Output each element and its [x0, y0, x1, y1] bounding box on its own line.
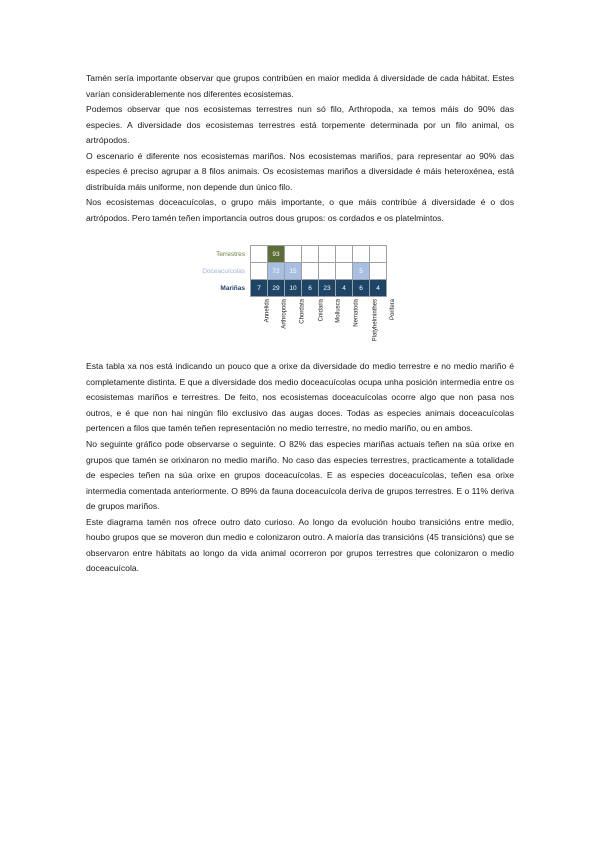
row-label-terrestres: Terrestres — [216, 250, 245, 258]
paragraph-1: Tamén sería importante observar que grupos contribúen en maior medida á diversidade de cada hábitat. Estes varían considerablemente nos diferentes ecosistemas. — [86, 73, 514, 99]
closing-paragraphs — [86, 437, 514, 577]
table-commentary — [86, 359, 514, 437]
paragraph-2: Podemos observar que nos ecosistemas terrestres nun só filo, Arthropoda, xa temos máis do 90% das especies. A diversidade dos ecosistemas terrestres está torpemente determinada por un filo animal, os artrópodos. — [86, 104, 514, 145]
paragraph-3: O escenario é diferente nos ecosistemas mariños. Nos ecosistemas mariños, para representar ao 90% das especies é preciso agrupar a 8 filos animais. Os ecosistemas mariños a diversidade é máis heteroxénea, está distribuída máis uniforme, non depende dun único filo. — [86, 150, 514, 192]
table-cell: 7 — [251, 280, 268, 297]
phylum-labels — [250, 297, 394, 353]
phylum-label-mollusca: Mollusca — [336, 299, 342, 323]
table-cell: 6 — [353, 280, 370, 297]
table-cell — [336, 246, 353, 263]
table-cell: 23 — [319, 280, 336, 297]
table-cell — [370, 246, 387, 263]
table-row-terrestres — [193, 246, 387, 263]
table-cell — [353, 246, 370, 263]
phylum-label-chordata: Chordata — [300, 299, 306, 324]
table-cell — [251, 263, 268, 280]
phylum-label-annelida: Annelida — [264, 299, 270, 323]
paragraph-7: Este diagrama tamén nos ofrece outro dato curioso. Ao longo da evolución houbo transicións entre medio, houbo grupos que se moveron dun medio e colonizaron outro. A maioría das transicións (45 transicións) que se observaron entre hábitats ao longo da vida animal ocorreron por grupos terrestres que colonizaron o medio doceacuícola. — [86, 516, 514, 573]
table-cell: 4 — [336, 280, 353, 297]
table-cell — [251, 246, 268, 263]
table-cell: 15 — [285, 263, 302, 280]
table-cell — [302, 246, 319, 263]
phylum-label-platyhelminthes: Platyhelminthes — [372, 299, 378, 342]
diversity-table — [193, 245, 394, 353]
paragraph-5: Esta tabla xa nos está indicando un pouco que a orixe da diversidade do medio terrestre e no medio mariño é completamente distinta. E que a diversidade dos medio doceacuícolas ocupa unha posición intermedia entre os ecosistemas mariños e terrestres. De feito, nos ecosistemas doceacuícolas ocorre algo que non pasa nos outros, e é que non hai ningún filo exclusivo das augas doces. Todas as especies animais doceacuícolas pertencen a filos que tamén teñen representación no medio terrestre, no medio mariño, ou en ambos. — [86, 361, 514, 433]
table-cell: 4 — [370, 280, 387, 297]
table-cell: 72 — [268, 263, 285, 280]
paragraph-4: Nos ecosistemas doceacuícolas, o grupo máis importante, o que máis contribúe á diversidade é o dos artrópodos. Pero tamén teñen importancia outros dous grupos: os cordados e os platelmintos. — [86, 197, 514, 223]
table-cell — [302, 263, 319, 280]
table-row-marinas — [193, 280, 387, 297]
row-label-doceacuicolas: Doceacuícolas — [202, 267, 245, 275]
table-cell: 93 — [268, 246, 285, 263]
table-cell: 5 — [353, 263, 370, 280]
table-cell — [370, 263, 387, 280]
table-cell — [336, 263, 353, 280]
intro-paragraphs — [86, 71, 514, 226]
table-cell — [285, 246, 302, 263]
table-row-doceacuicolas — [193, 263, 387, 280]
table-cell — [319, 246, 336, 263]
table-cell: 6 — [302, 280, 319, 297]
table-cell — [319, 263, 336, 280]
phylum-label-nematoda: Nematoda — [354, 299, 360, 327]
paragraph-6: No seguinte gráfico pode observarse o seguinte. O 82% das especies mariñas actuais teñen na súa orixe en grupos que tamén se orixinaron no medio mariño. No caso das especies terrestres, practicamente a totalidade de especies teñen na súa orixe en grupos doceacuícolas. E as especies doceacuícolas, teñen esa orixe intermedia comentada anteriormente. O 89% da fauna doceacuícola deriva de grupos terrestres. E o 11% deriva de grupos mariños. — [86, 439, 514, 511]
table-cell: 10 — [285, 280, 302, 297]
table-cell: 29 — [268, 280, 285, 297]
row-label-marinas: Mariñas — [220, 284, 245, 292]
phylum-label-porifera: Porifera — [390, 299, 396, 321]
phylum-label-arthropoda: Arthropoda — [282, 299, 288, 329]
phylum-label-cnidaria: Cnidaria — [318, 299, 324, 322]
